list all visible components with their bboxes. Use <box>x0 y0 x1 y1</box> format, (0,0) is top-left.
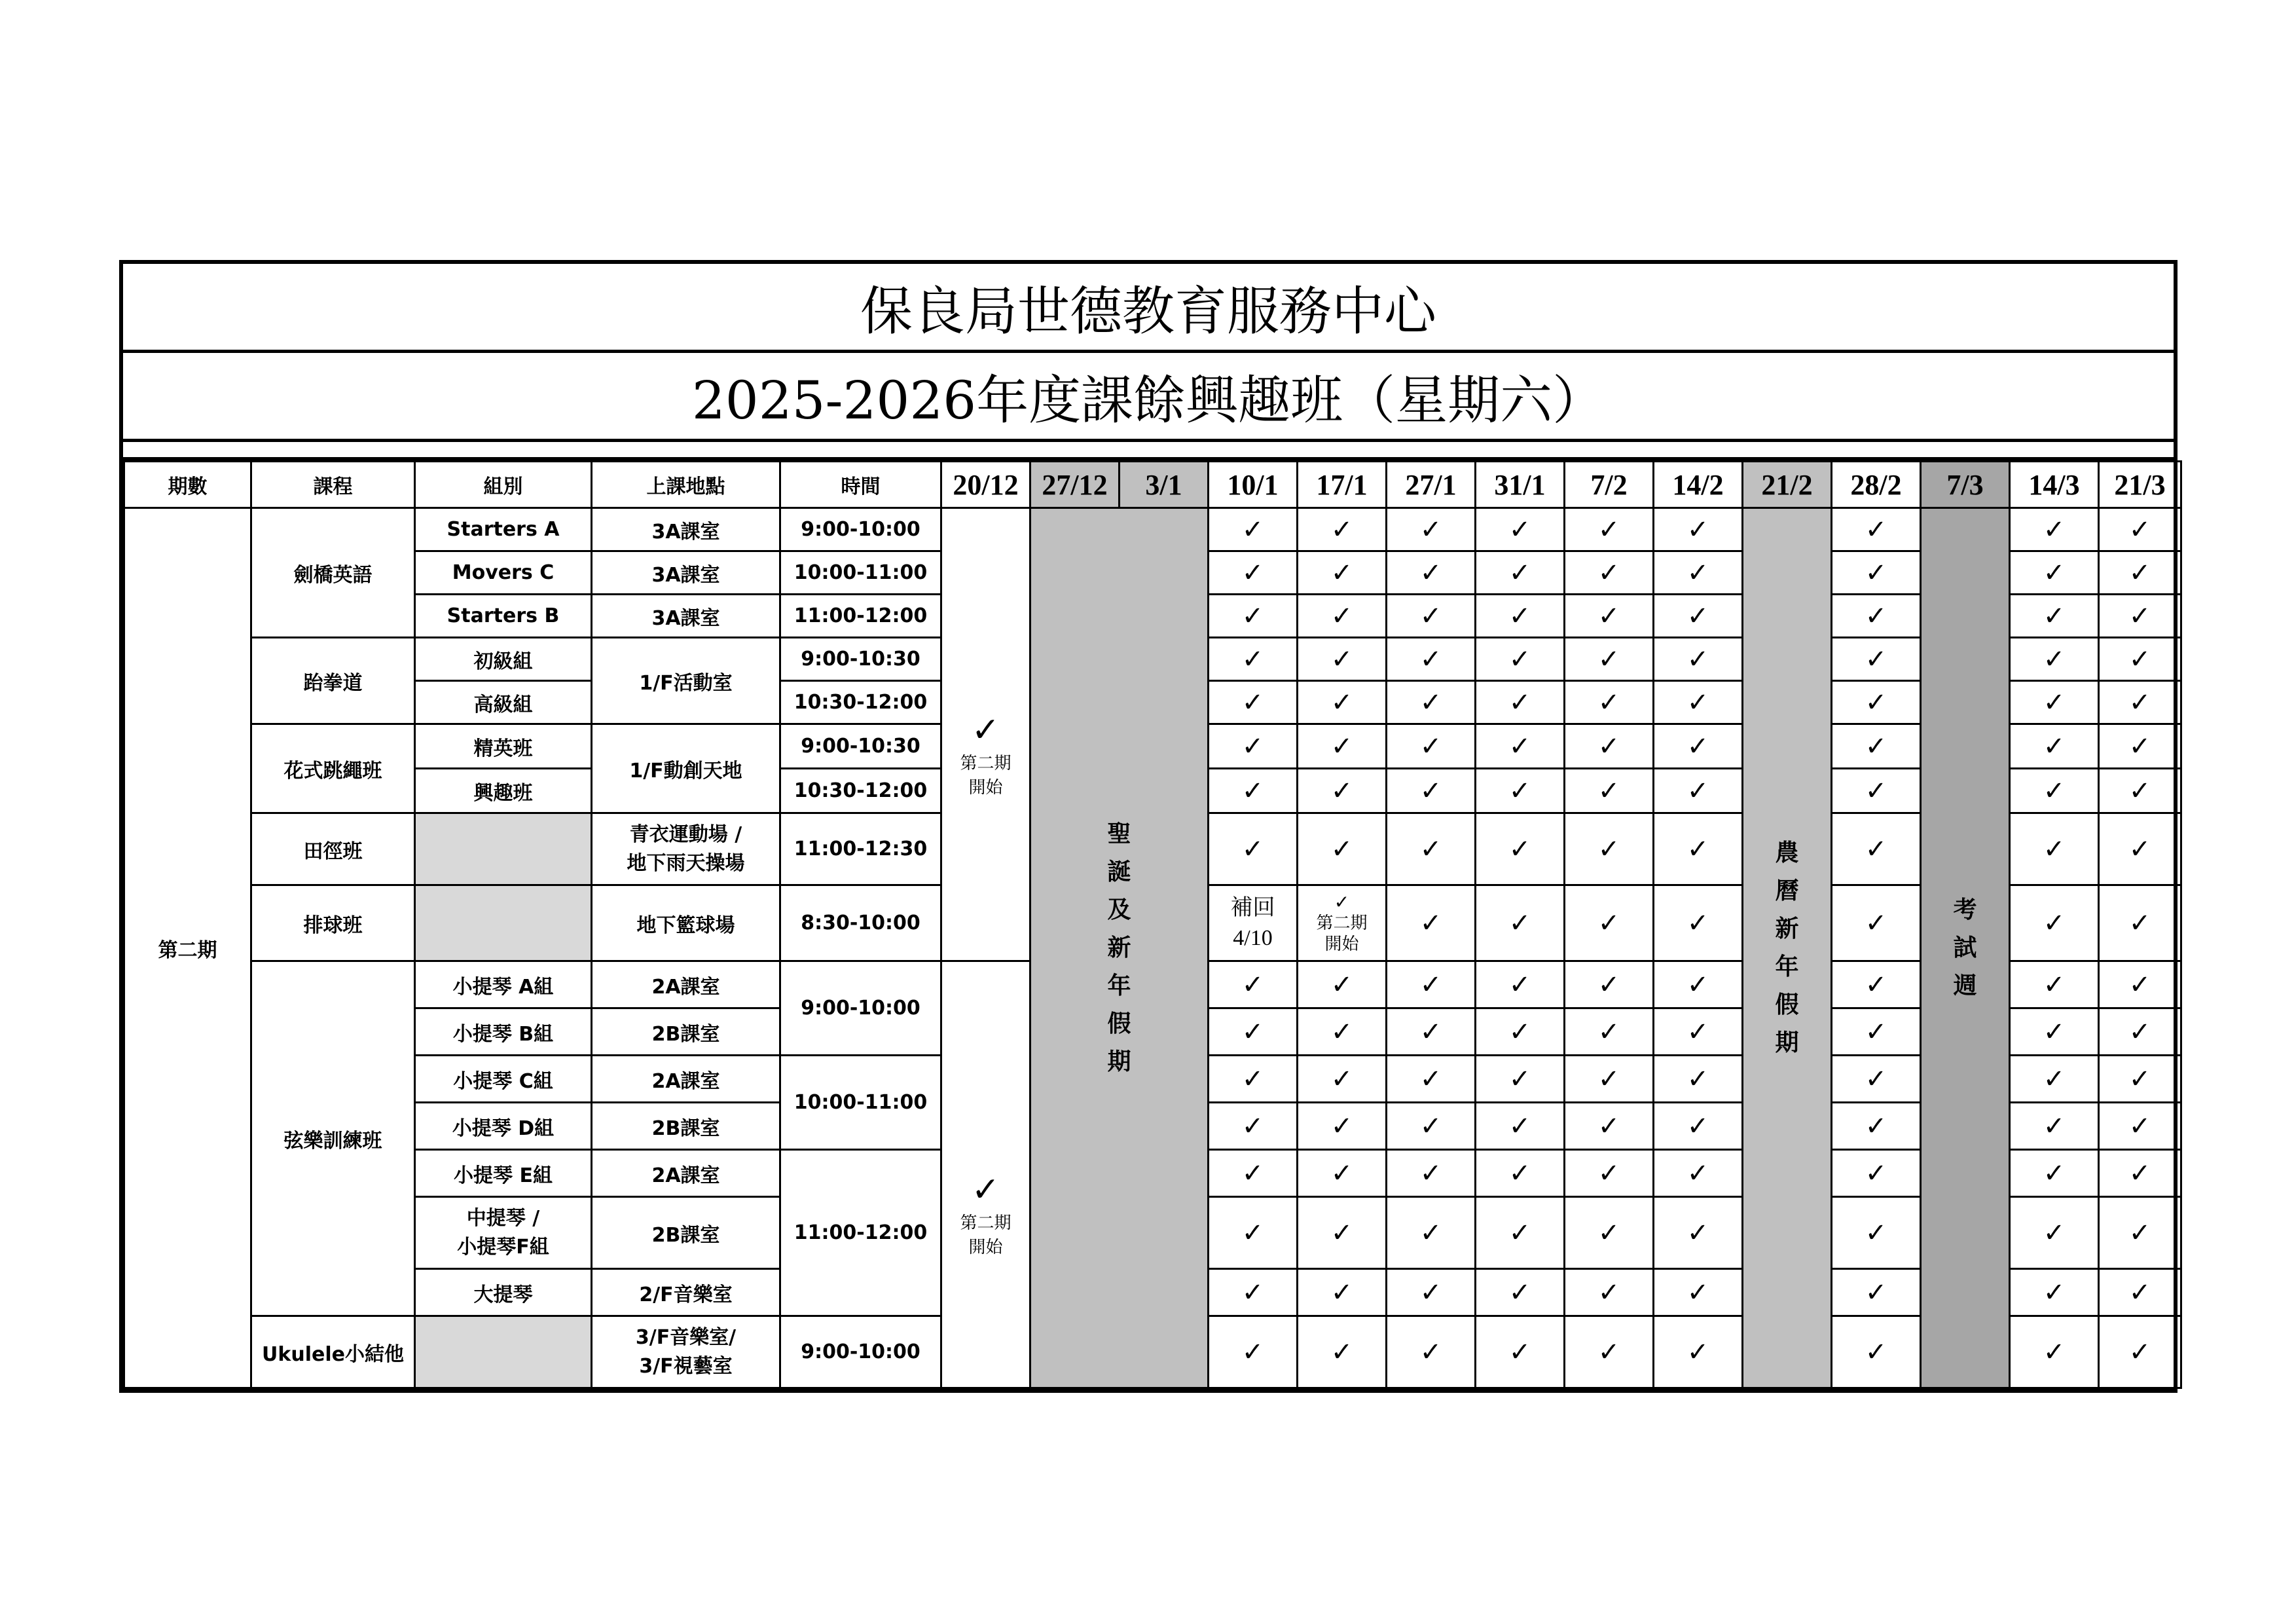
check-icon: ✓ <box>1565 1150 1654 1197</box>
holiday-char: 農 <box>1775 839 1799 866</box>
check-icon: ✓ <box>2099 1056 2181 1103</box>
check-icon: ✓ <box>1387 1008 1476 1056</box>
check-icon: ✓ <box>2010 681 2099 724</box>
venue-cell: 2B課室 <box>592 1103 780 1150</box>
check-icon: ✓ <box>1298 1197 1387 1269</box>
time-cell: 9:00-10:00 <box>780 1316 941 1388</box>
venue-cell: 1/F動創天地 <box>592 724 780 813</box>
check-icon: ✓ <box>2099 1103 2181 1150</box>
exam-week-cell <box>1921 508 2010 1388</box>
check-icon: ✓ <box>1298 1103 1387 1150</box>
header-period: 期數 <box>124 462 251 508</box>
check-icon: ✓ <box>1387 1103 1476 1150</box>
check-icon: ✓ <box>1209 1056 1298 1103</box>
check-icon: ✓ <box>2010 769 2099 813</box>
venue-cell: 2A課室 <box>592 961 780 1008</box>
check-icon: ✓ <box>2099 638 2181 681</box>
start-label: 第二期 <box>960 753 1011 773</box>
group-cell: 小提琴 A組 <box>415 961 592 1008</box>
venue-line: 青衣運動場 / <box>629 822 742 846</box>
check-icon: ✓ <box>1565 1056 1654 1103</box>
group-cell: 小提琴 E組 <box>415 1150 592 1197</box>
holiday-char: 及 <box>1107 896 1131 923</box>
check-icon: ✓ <box>971 710 1000 750</box>
check-icon: ✓ <box>2099 681 2181 724</box>
venue-line: 3/F音樂室/ <box>635 1325 737 1349</box>
venue-cell: 3A課室 <box>592 595 780 638</box>
page-subtitle: 2025-2026年度課餘興趣班（星期六） <box>123 353 2174 442</box>
check-icon: ✓ <box>1654 1008 1743 1056</box>
check-icon: ✓ <box>1298 681 1387 724</box>
date-header: 21/2 <box>1743 462 1832 508</box>
check-icon: ✓ <box>1832 638 1921 681</box>
check-icon: ✓ <box>1387 1316 1476 1388</box>
start-label: 開始 <box>968 1237 1003 1257</box>
check-icon: ✓ <box>2010 724 2099 769</box>
time-cell: 10:00-11:00 <box>780 1056 941 1150</box>
check-icon: ✓ <box>2010 1269 2099 1316</box>
check-icon: ✓ <box>1832 1197 1921 1269</box>
check-icon: ✓ <box>1209 724 1298 769</box>
start-label: 第二期 <box>1316 913 1368 933</box>
header-course: 課程 <box>251 462 415 508</box>
check-icon: ✓ <box>1654 1056 1743 1103</box>
group-cell: Starters A <box>415 508 592 551</box>
check-icon: ✓ <box>2010 961 2099 1008</box>
check-icon: ✓ <box>1387 724 1476 769</box>
check-icon: ✓ <box>1476 638 1565 681</box>
check-icon: ✓ <box>1832 1316 1921 1388</box>
check-icon: ✓ <box>1387 595 1476 638</box>
start-cell-volleyball <box>1298 885 1387 961</box>
course-rope: 花式跳繩班 <box>251 724 415 813</box>
date-header: 31/1 <box>1476 462 1565 508</box>
group-cell: 興趣班 <box>415 769 592 813</box>
check-icon: ✓ <box>2010 1103 2099 1150</box>
check-icon: ✓ <box>2099 724 2181 769</box>
venue-line: 3/F視藝室 <box>639 1354 733 1378</box>
venue-cell: 2A課室 <box>592 1150 780 1197</box>
check-icon: ✓ <box>2099 595 2181 638</box>
check-icon: ✓ <box>1654 1269 1743 1316</box>
group-cell: 大提琴 <box>415 1269 592 1316</box>
course-taekwondo: 跆拳道 <box>251 638 415 724</box>
date-header: 27/12 <box>1030 462 1120 508</box>
group-line: 小提琴F組 <box>457 1235 549 1259</box>
check-icon: ✓ <box>1832 1103 1921 1150</box>
check-icon: ✓ <box>2010 813 2099 885</box>
makeup-date: 4/10 <box>1233 925 1273 950</box>
venue-cell: 1/F活動室 <box>592 638 780 724</box>
start-cell-bottom <box>941 961 1030 1388</box>
course-athletics: 田徑班 <box>251 813 415 885</box>
check-icon: ✓ <box>1476 1316 1565 1388</box>
check-icon: ✓ <box>1298 1269 1387 1316</box>
check-icon: ✓ <box>1565 681 1654 724</box>
check-icon: ✓ <box>1565 769 1654 813</box>
time-cell: 9:00-10:30 <box>780 638 941 681</box>
check-icon: ✓ <box>1387 1269 1476 1316</box>
date-header: 27/1 <box>1387 462 1476 508</box>
check-icon: ✓ <box>1298 961 1387 1008</box>
time-cell: 9:00-10:30 <box>780 724 941 769</box>
check-icon: ✓ <box>1832 961 1921 1008</box>
check-icon: ✓ <box>1565 1008 1654 1056</box>
check-icon: ✓ <box>2010 551 2099 595</box>
check-icon: ✓ <box>1298 813 1387 885</box>
check-icon: ✓ <box>1654 551 1743 595</box>
group-line: 中提琴 / <box>466 1206 540 1230</box>
time-cell: 9:00-10:00 <box>780 508 941 551</box>
holiday-char: 期 <box>1775 1029 1799 1056</box>
venue-cell: 2/F音樂室 <box>592 1269 780 1316</box>
check-icon: ✓ <box>1476 1056 1565 1103</box>
check-icon: ✓ <box>1387 813 1476 885</box>
check-icon: ✓ <box>2099 961 2181 1008</box>
check-icon: ✓ <box>1209 508 1298 551</box>
check-icon: ✓ <box>2099 885 2181 961</box>
check-icon: ✓ <box>2010 1197 2099 1269</box>
check-icon: ✓ <box>1476 1197 1565 1269</box>
check-icon: ✓ <box>1832 681 1921 724</box>
time-cell: 10:00-11:00 <box>780 551 941 595</box>
check-icon: ✓ <box>1209 1197 1298 1269</box>
time-cell: 9:00-10:00 <box>780 961 941 1056</box>
check-icon: ✓ <box>1387 1150 1476 1197</box>
holiday-char: 聖 <box>1107 820 1131 847</box>
check-icon: ✓ <box>2099 1008 2181 1056</box>
check-icon: ✓ <box>1654 724 1743 769</box>
check-icon: ✓ <box>2010 885 2099 961</box>
check-icon: ✓ <box>1565 724 1654 769</box>
start-cell-top <box>941 508 1030 961</box>
check-icon: ✓ <box>1476 508 1565 551</box>
check-icon: ✓ <box>1832 551 1921 595</box>
time-cell: 11:00-12:00 <box>780 595 941 638</box>
check-icon: ✓ <box>1476 961 1565 1008</box>
check-icon: ✓ <box>2099 813 2181 885</box>
group-cell: Movers C <box>415 551 592 595</box>
holiday-char: 曆 <box>1775 877 1799 904</box>
exam-char: 週 <box>1953 972 1977 999</box>
timetable-sheet <box>119 260 2178 1393</box>
check-icon: ✓ <box>1476 1269 1565 1316</box>
check-icon: ✓ <box>2099 1150 2181 1197</box>
check-icon: ✓ <box>2099 769 2181 813</box>
course-strings: 弦樂訓練班 <box>251 961 415 1316</box>
check-icon: ✓ <box>1209 813 1298 885</box>
check-icon: ✓ <box>1476 1008 1565 1056</box>
blank-group-cell <box>415 1316 592 1388</box>
check-icon: ✓ <box>2010 1056 2099 1103</box>
check-icon: ✓ <box>1209 1008 1298 1056</box>
group-cell <box>415 1197 592 1269</box>
check-icon: ✓ <box>2010 1150 2099 1197</box>
time-cell: 10:30-12:00 <box>780 681 941 724</box>
holiday-char: 假 <box>1107 1010 1131 1037</box>
check-icon: ✓ <box>1654 1197 1743 1269</box>
course-cambridge: 劍橋英語 <box>251 508 415 638</box>
venue-line: 地下雨天操場 <box>627 851 745 875</box>
group-cell: 初級組 <box>415 638 592 681</box>
check-icon: ✓ <box>1654 1316 1743 1388</box>
check-icon: ✓ <box>1476 769 1565 813</box>
check-icon: ✓ <box>1565 638 1654 681</box>
exam-char: 試 <box>1953 934 1977 961</box>
time-cell: 11:00-12:30 <box>780 813 941 885</box>
check-icon: ✓ <box>1654 961 1743 1008</box>
time-cell: 11:00-12:00 <box>780 1150 941 1316</box>
check-icon: ✓ <box>1387 1056 1476 1103</box>
group-cell: 小提琴 D組 <box>415 1103 592 1150</box>
check-icon: ✓ <box>2010 595 2099 638</box>
check-icon: ✓ <box>1387 638 1476 681</box>
check-icon: ✓ <box>2099 1316 2181 1388</box>
check-icon: ✓ <box>1476 724 1565 769</box>
check-icon: ✓ <box>1565 1269 1654 1316</box>
start-label: 第二期 <box>960 1213 1011 1233</box>
check-icon: ✓ <box>1565 1103 1654 1150</box>
check-icon: ✓ <box>2010 638 2099 681</box>
schedule-table <box>123 460 2182 1389</box>
check-icon: ✓ <box>1565 595 1654 638</box>
check-icon: ✓ <box>1832 813 1921 885</box>
check-icon: ✓ <box>1654 813 1743 885</box>
venue-cell: 2B課室 <box>592 1008 780 1056</box>
check-icon: ✓ <box>1209 681 1298 724</box>
venue-cell: 2B課室 <box>592 1197 780 1269</box>
date-header: 7/3 <box>1921 462 2010 508</box>
date-header: 7/2 <box>1565 462 1654 508</box>
check-icon: ✓ <box>1209 769 1298 813</box>
header-venue: 上課地點 <box>592 462 780 508</box>
check-icon: ✓ <box>1298 508 1387 551</box>
check-icon: ✓ <box>1476 595 1565 638</box>
check-icon: ✓ <box>1387 1197 1476 1269</box>
check-icon: ✓ <box>1654 885 1743 961</box>
check-icon: ✓ <box>1654 638 1743 681</box>
holiday-char: 誕 <box>1107 858 1131 885</box>
date-header: 14/2 <box>1654 462 1743 508</box>
check-icon: ✓ <box>1209 961 1298 1008</box>
check-icon: ✓ <box>1387 885 1476 961</box>
check-icon: ✓ <box>2099 1269 2181 1316</box>
exam-char: 考 <box>1953 896 1977 923</box>
check-icon: ✓ <box>1565 508 1654 551</box>
check-icon: ✓ <box>1654 1103 1743 1150</box>
time-cell: 8:30-10:00 <box>780 885 941 961</box>
check-icon: ✓ <box>1298 551 1387 595</box>
date-header: 21/3 <box>2099 462 2181 508</box>
date-header: 10/1 <box>1209 462 1298 508</box>
check-icon: ✓ <box>1298 1150 1387 1197</box>
check-icon: ✓ <box>1476 1103 1565 1150</box>
group-cell: 小提琴 C組 <box>415 1056 592 1103</box>
check-icon: ✓ <box>1832 885 1921 961</box>
course-ukulele: Ukulele小結他 <box>251 1316 415 1388</box>
date-header: 28/2 <box>1832 462 1921 508</box>
holiday-char: 期 <box>1107 1048 1131 1075</box>
start-label: 開始 <box>1324 934 1359 954</box>
group-cell: 精英班 <box>415 724 592 769</box>
check-icon: ✓ <box>1387 769 1476 813</box>
date-header: 3/1 <box>1120 462 1209 508</box>
check-icon: ✓ <box>1476 885 1565 961</box>
blank-group-cell <box>415 813 592 885</box>
header-row <box>124 462 2181 508</box>
check-icon: ✓ <box>1832 1056 1921 1103</box>
makeup-cell <box>1209 885 1298 961</box>
check-icon: ✓ <box>1387 551 1476 595</box>
venue-cell: 3A課室 <box>592 551 780 595</box>
check-icon: ✓ <box>1832 724 1921 769</box>
check-icon: ✓ <box>1654 1150 1743 1197</box>
holiday-char: 假 <box>1775 991 1799 1018</box>
check-icon: ✓ <box>1334 891 1350 913</box>
date-header: 14/3 <box>2010 462 2099 508</box>
check-icon: ✓ <box>1565 813 1654 885</box>
check-icon: ✓ <box>1832 1269 1921 1316</box>
check-icon: ✓ <box>1387 508 1476 551</box>
check-icon: ✓ <box>2099 1197 2181 1269</box>
venue-cell: 3A課室 <box>592 508 780 551</box>
check-icon: ✓ <box>1832 595 1921 638</box>
check-icon: ✓ <box>971 1170 1000 1209</box>
check-icon: ✓ <box>1209 1103 1298 1150</box>
check-icon: ✓ <box>1298 638 1387 681</box>
venue-cell <box>592 1316 780 1388</box>
check-icon: ✓ <box>1209 595 1298 638</box>
check-icon: ✓ <box>1565 1197 1654 1269</box>
header-group: 組別 <box>415 462 592 508</box>
check-icon: ✓ <box>2099 551 2181 595</box>
check-icon: ✓ <box>1298 1316 1387 1388</box>
holiday-char: 新 <box>1107 934 1131 961</box>
check-icon: ✓ <box>1832 1008 1921 1056</box>
check-icon: ✓ <box>1654 508 1743 551</box>
check-icon: ✓ <box>1832 508 1921 551</box>
group-cell: 小提琴 B組 <box>415 1008 592 1056</box>
check-icon: ✓ <box>1565 551 1654 595</box>
venue-cell <box>592 813 780 885</box>
check-icon: ✓ <box>1832 769 1921 813</box>
check-icon: ✓ <box>1476 551 1565 595</box>
venue-cell: 2A課室 <box>592 1056 780 1103</box>
page-title: 保良局世德教育服務中心 <box>123 264 2174 353</box>
check-icon: ✓ <box>1387 961 1476 1008</box>
table-row <box>124 508 2181 551</box>
check-icon: ✓ <box>1476 813 1565 885</box>
check-icon: ✓ <box>1565 961 1654 1008</box>
xmas-holiday-cell <box>1030 508 1209 1388</box>
check-icon: ✓ <box>1565 1316 1654 1388</box>
check-icon: ✓ <box>1298 1056 1387 1103</box>
check-icon: ✓ <box>2010 508 2099 551</box>
check-icon: ✓ <box>2099 508 2181 551</box>
makeup-label: 補回 <box>1230 895 1275 920</box>
date-header: 17/1 <box>1298 462 1387 508</box>
header-time: 時間 <box>780 462 941 508</box>
check-icon: ✓ <box>1654 769 1743 813</box>
check-icon: ✓ <box>1476 681 1565 724</box>
venue-cell: 地下籃球場 <box>592 885 780 961</box>
group-cell: 高級組 <box>415 681 592 724</box>
check-icon: ✓ <box>1209 551 1298 595</box>
check-icon: ✓ <box>1832 1150 1921 1197</box>
check-icon: ✓ <box>1476 1150 1565 1197</box>
period-cell: 第二期 <box>124 508 251 1388</box>
check-icon: ✓ <box>1387 681 1476 724</box>
check-icon: ✓ <box>1209 638 1298 681</box>
check-icon: ✓ <box>1654 595 1743 638</box>
cny-holiday-cell <box>1743 508 1832 1388</box>
check-icon: ✓ <box>1209 1150 1298 1197</box>
check-icon: ✓ <box>1298 595 1387 638</box>
spacer-row <box>123 442 2174 460</box>
time-cell: 10:30-12:00 <box>780 769 941 813</box>
course-volleyball: 排球班 <box>251 885 415 961</box>
date-header: 20/12 <box>941 462 1030 508</box>
check-icon: ✓ <box>1209 1269 1298 1316</box>
check-icon: ✓ <box>1298 1008 1387 1056</box>
check-icon: ✓ <box>1565 885 1654 961</box>
start-label: 開始 <box>968 777 1003 798</box>
holiday-char: 新 <box>1775 915 1799 942</box>
check-icon: ✓ <box>1654 681 1743 724</box>
check-icon: ✓ <box>1298 724 1387 769</box>
blank-group-cell <box>415 885 592 961</box>
holiday-char: 年 <box>1775 953 1799 980</box>
group-cell: Starters B <box>415 595 592 638</box>
check-icon: ✓ <box>1209 1316 1298 1388</box>
holiday-char: 年 <box>1107 972 1131 999</box>
check-icon: ✓ <box>1298 769 1387 813</box>
check-icon: ✓ <box>2010 1316 2099 1388</box>
check-icon: ✓ <box>2010 1008 2099 1056</box>
